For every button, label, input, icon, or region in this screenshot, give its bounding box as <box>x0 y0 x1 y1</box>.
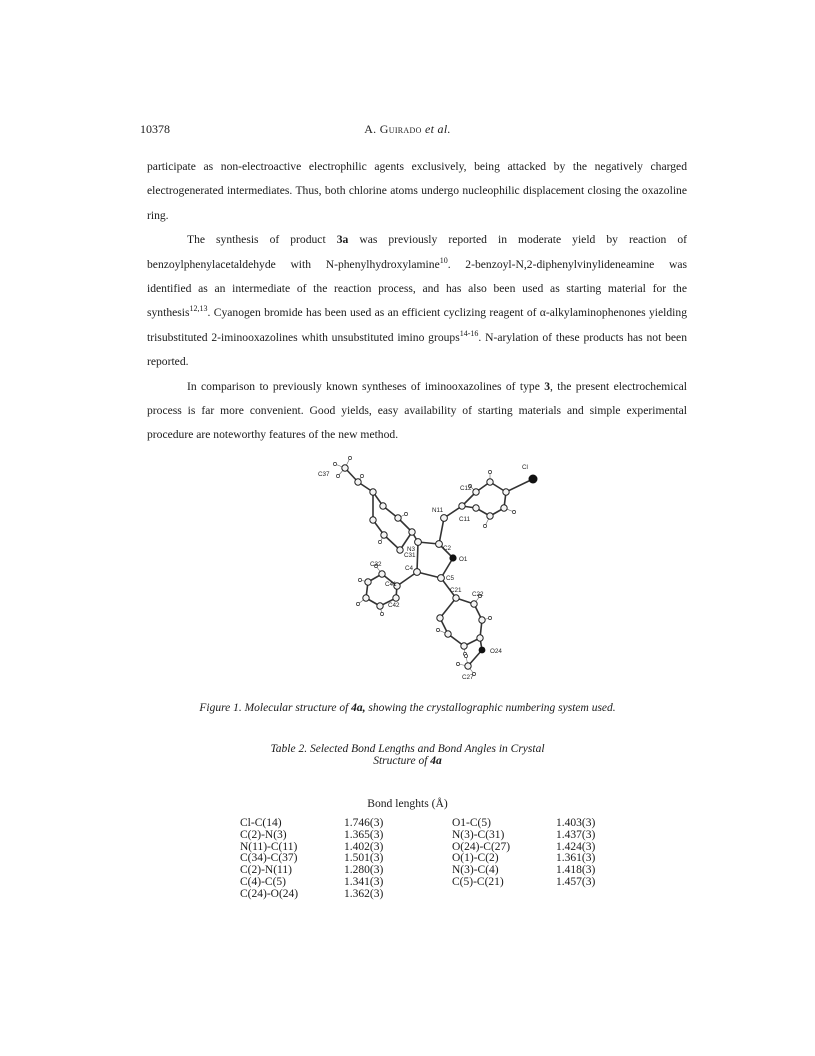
table-row <box>240 830 620 842</box>
hydrogen-bonds <box>335 458 514 674</box>
hydrogen-atoms <box>333 456 515 675</box>
text-run: The synthesis of product <box>187 233 337 247</box>
bond-length-value: 1.418(3) <box>556 864 596 877</box>
bond-length-value: 1.424(3) <box>556 840 596 853</box>
text-run: . N-arylation of these products has not been reported. <box>147 330 687 369</box>
bond-name: O(1)-C(2) <box>452 852 499 865</box>
bond-length-value: 1.501(3) <box>344 852 384 865</box>
table-row <box>240 877 620 889</box>
atom-label: C32 <box>370 561 382 568</box>
author-surname: Guirado <box>379 122 422 136</box>
bond-length-value: 1.361(3) <box>556 852 596 865</box>
bond-name: C(34)-C(37) <box>240 852 298 865</box>
figure-caption <box>0 702 815 714</box>
bond-name: C(5)-C(21) <box>452 875 504 888</box>
atom-labels <box>318 464 528 681</box>
table-caption <box>0 743 815 767</box>
bond-name: C(24)-O(24) <box>240 887 299 900</box>
atom-label: Cl <box>522 464 528 471</box>
atom-label: C31 <box>404 552 416 559</box>
bond-name: C(2)-N(11) <box>240 864 292 877</box>
figure-caption-compound: 4a, <box>351 702 366 714</box>
author-initial: A. <box>364 122 380 136</box>
bond-length-value: 1.457(3) <box>556 875 596 888</box>
molecular-structure-diagram <box>310 446 570 688</box>
bond-name: O(24)-C(27) <box>452 840 511 853</box>
atom-label: O1 <box>459 556 468 563</box>
page-number: 10378 <box>140 122 170 136</box>
bond-name: N(3)-C(4) <box>452 864 499 877</box>
paragraph <box>147 228 687 374</box>
citation-ref: 10 <box>439 255 448 265</box>
atom-label: C22 <box>472 591 484 598</box>
dark-atoms <box>449 475 537 654</box>
body-text <box>147 155 687 448</box>
atom-label: O24 <box>490 648 502 655</box>
bond-length-value: 1.437(3) <box>556 828 596 841</box>
atom-label: N3 <box>407 546 416 553</box>
bond-length-value: 1.365(3) <box>344 828 384 841</box>
atom-label: C12 <box>460 485 472 492</box>
bond-name: O1-C(5) <box>452 817 491 829</box>
author-suffix: et al. <box>421 122 451 136</box>
table-subheading: Bond lenghts (Å) <box>367 797 448 810</box>
atom-label: C21 <box>450 587 462 594</box>
bond-length-value: 1.362(3) <box>344 887 384 900</box>
table-caption-line1: Table 2. Selected Bond Lengths and Bond Angles in Crystal <box>270 743 545 755</box>
atom-label: N11 <box>432 507 444 514</box>
atom-label: C2 <box>443 545 452 552</box>
bond-name: Cl-C(14) <box>240 817 282 829</box>
running-head <box>0 122 815 137</box>
paragraph <box>147 155 687 228</box>
table-row <box>240 889 620 901</box>
citation-ref: 12,13 <box>189 304 208 314</box>
atom-label: C37 <box>318 471 330 478</box>
text-run: was previously reported in moderate yield by reaction of benzoylphenylacetaldehyde with N-phenylhydroxylamine <box>147 233 687 271</box>
text-run: . Cyanogen bromide has been used as an efficient cyclizing reagent of α-alkylaminophenones yielding trisubstituted 2-iminooxazolines whith unsubstituted imino groups <box>147 306 687 344</box>
atom-label: C4 <box>405 565 414 572</box>
paragraph <box>147 375 687 448</box>
table-caption-line2-compound: 4a <box>430 755 442 767</box>
figure-caption-prefix: Figure 1. Molecular structure of <box>199 702 352 714</box>
bond-length-table <box>240 818 620 901</box>
atom-label: C27 <box>462 674 474 681</box>
table-caption-line2-prefix: Structure of <box>373 755 431 767</box>
bond-length-value: 1.746(3) <box>344 817 384 829</box>
citation-ref: 14-16 <box>459 328 479 338</box>
text-run: In comparison to previously known syntheses of iminooxazolines of type <box>187 379 545 393</box>
bond-name: C(2)-N(3) <box>240 828 287 841</box>
text-run: participate as non-electroactive electrophilic agents exclusively, being attacked by the negatively charged electrogenerated intermediates. Thus, both chlorine atoms undergo nucleophilic displacement closing the oxazoline ring. <box>147 160 687 222</box>
text-run: , the present electrochemical process is far more convenient. Good yields, easy availability of starting materials and simple experimental procedure are noteworthy features of the new method. <box>147 379 687 442</box>
atom-label: C5 <box>446 575 455 582</box>
bond-length-value: 1.402(3) <box>344 840 384 853</box>
bond-name: N(3)-C(31) <box>452 828 505 841</box>
bond-length-value: 1.341(3) <box>344 875 384 888</box>
compound-ref: 3 <box>544 379 550 393</box>
atom-label: C11 <box>459 516 471 523</box>
figure-caption-suffix: showing the crystallographic numbering system used. <box>365 702 616 714</box>
compound-ref: 3a <box>336 233 349 247</box>
bond-length-value: 1.280(3) <box>344 864 384 877</box>
atom-label: C41 <box>385 581 397 588</box>
bond-name: C(4)-C(5) <box>240 875 286 888</box>
bond-length-value: 1.403(3) <box>556 817 596 829</box>
heavy-atoms <box>342 465 509 669</box>
text-run: . 2-benzoyl-N,2-diphenylvinylideneamine was identified as an intermediate of the reaction process, and has also been used as starting material for the synthesis <box>147 257 687 320</box>
atom-label: C42 <box>388 602 400 609</box>
bond-name: N(11)-C(11) <box>240 840 298 853</box>
table-caption-line2 <box>0 755 815 767</box>
